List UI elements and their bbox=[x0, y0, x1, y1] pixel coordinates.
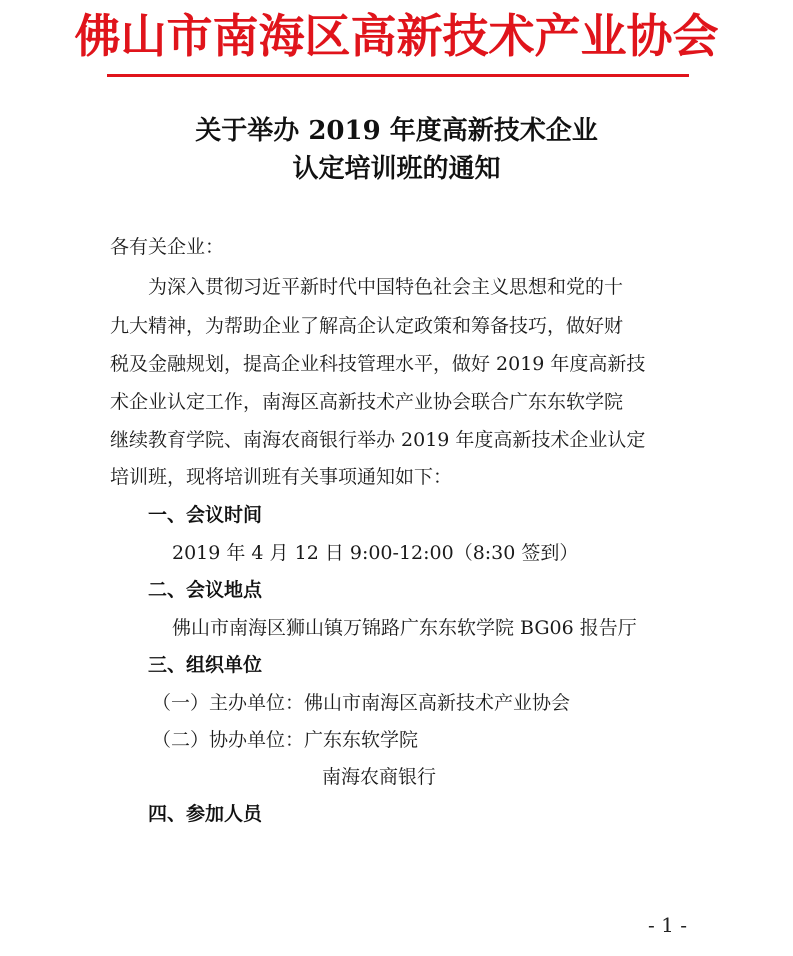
section-heading-time: 一、会议时间 bbox=[148, 504, 263, 526]
intro-line-1: 为深入贯彻习近平新时代中国特色社会主义思想和党的十 bbox=[148, 276, 624, 298]
title-line-1: 关于举办 2019 年度高新技术企业 bbox=[195, 116, 598, 146]
section-content-location: 佛山市南海区狮山镇万锦路广东东软学院 BG06 报告厅 bbox=[172, 617, 637, 639]
document-title bbox=[0, 112, 793, 188]
organizer-co-host-2: 南海农商银行 bbox=[322, 766, 437, 788]
salutation: 各有关企业： bbox=[110, 236, 225, 258]
section-heading-organizers: 三、组织单位 bbox=[148, 654, 263, 676]
section-content-time: 2019 年 4 月 12 日 9:00-12:00（8:30 签到） bbox=[172, 542, 579, 564]
intro-line-5: 继续教育学院、南海农商银行举办 2019 年度高新技术企业认定 bbox=[110, 429, 646, 451]
intro-line-6: 培训班，现将培训班有关事项通知如下： bbox=[110, 466, 453, 488]
page-number: - 1 - bbox=[648, 913, 687, 937]
title-line-2: 认定培训班的通知 bbox=[292, 154, 501, 184]
section-heading-location: 二、会议地点 bbox=[148, 579, 263, 601]
section-heading-participants: 四、参加人员 bbox=[148, 803, 263, 825]
intro-line-4: 术企业认定工作，南海区高新技术产业协会联合广东东软学院 bbox=[110, 391, 624, 413]
organization-letterhead: 佛山市南海区高新技术产业协会 bbox=[74, 9, 719, 63]
red-divider-line bbox=[107, 74, 689, 77]
intro-line-3: 税及金融规划，提高企业科技管理水平，做好 2019 年度高新技 bbox=[110, 353, 646, 375]
organizer-co-host-1: （二）协办单位：广东东软学院 bbox=[152, 729, 419, 751]
intro-line-2: 九大精神，为帮助企业了解高企认定政策和筹备技巧，做好财 bbox=[110, 315, 624, 337]
organizer-host: （一）主办单位：佛山市南海区高新技术产业协会 bbox=[152, 692, 571, 714]
